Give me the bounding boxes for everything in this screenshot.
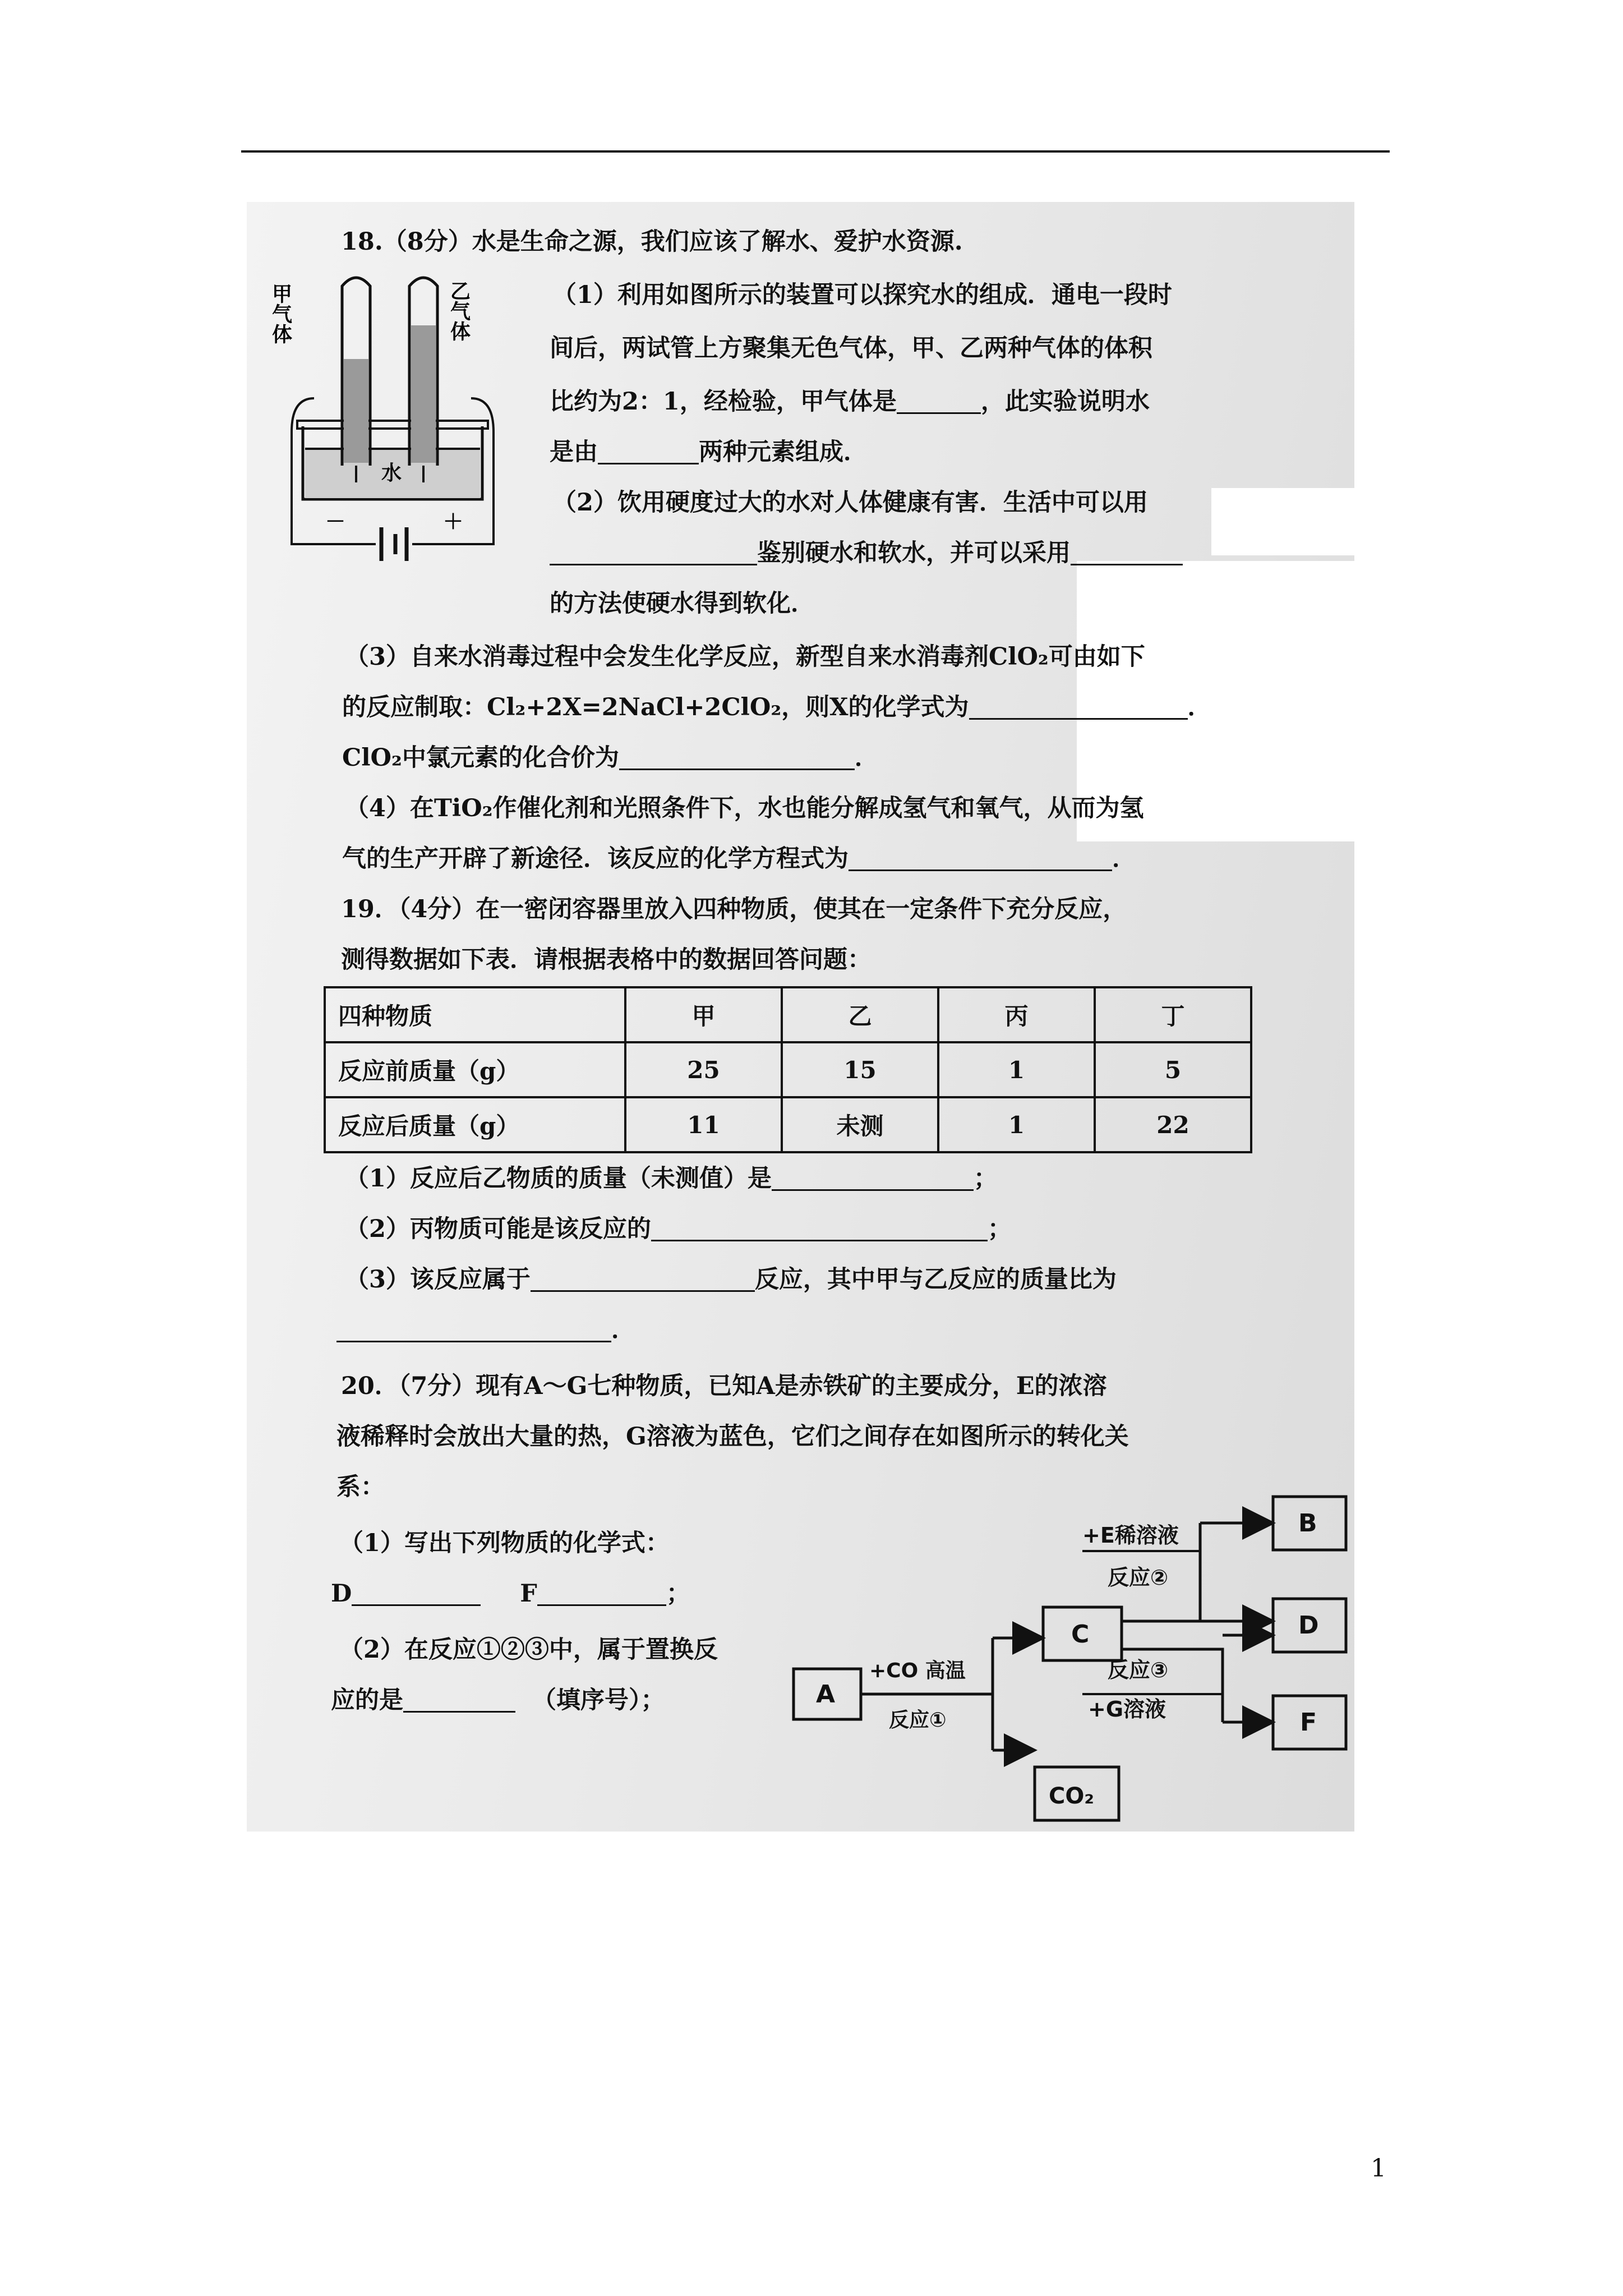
table-header-cell: 丙 (938, 987, 1095, 1042)
q18-p1-line4-a: 是由 (550, 438, 598, 466)
q19-sub1-a: （1）反应后乙物质的质量（未测值）是 (345, 1165, 772, 1193)
q18-p4-line1: （4）在TiO₂作催化剂和光照条件下，水也能分解成氢气和氧气，从而为氢 (345, 794, 1144, 822)
table-cell: 11 (625, 1097, 782, 1152)
q19-sub2-a: （2）丙物质可能是该反应的 (345, 1215, 651, 1243)
table-cell: 1 (938, 1097, 1095, 1152)
scanned-exam-image (247, 202, 1354, 1832)
table-cell: 15 (782, 1042, 938, 1097)
box-a-label: A (816, 1680, 836, 1709)
q19-title-line1: 19．（4分）在一密闭容器里放入四种物质，使其在一定条件下充分反应， (341, 895, 1127, 923)
q20-title-line3: 系： (336, 1473, 385, 1501)
label-reaction-3: 反应③ (1108, 1658, 1169, 1682)
q19-sub3-a: （3）该反应属于 (345, 1266, 531, 1294)
q20-sub1-end: ； (666, 1580, 690, 1608)
label-yi-gas: 乙气体 (447, 280, 471, 341)
q20-d-label: D (331, 1580, 352, 1608)
q18-p3-line3-b: ． (854, 744, 879, 772)
box-b-label: B (1298, 1509, 1317, 1538)
q18-p2-line2-a: 鉴别硬水和软水，并可以采用 (757, 539, 1071, 567)
q18-p2-line1: （2）饮用硬度过大的水对人体健康有害．生活中可以用 (552, 489, 1148, 517)
q20-sub2-line2-b: （填序号）； (532, 1686, 665, 1714)
q18-p1-line3-b: ，此实验说明水 (980, 388, 1150, 416)
q18-p1-line1: （1）利用如图所示的装置可以探究水的组成．通电一段时 (552, 281, 1172, 309)
page-number: 1 (1371, 2154, 1386, 2183)
box-d-label: D (1298, 1611, 1319, 1640)
table-header-cell: 丁 (1095, 987, 1251, 1042)
table-header-cell: 乙 (782, 987, 938, 1042)
label-e-dilute: +E稀溶液 (1082, 1523, 1179, 1548)
q20-f-label: F (520, 1580, 537, 1608)
q20-flow-diagram (247, 202, 1354, 1832)
q18-p2-line3: 的方法使硬水得到软化． (550, 590, 815, 618)
box-f-label: F (1300, 1708, 1317, 1737)
table-cell: 反应前质量（g） (325, 1042, 625, 1097)
q18-p3-line2-a: 的反应制取：Cl₂+2X=2NaCl+2ClO₂，则X的化学式为 (342, 693, 969, 721)
table-header-cell: 甲 (625, 987, 782, 1042)
q18-p4-line2-b: ． (1112, 845, 1136, 873)
q20-sub1: （1）写出下列物质的化学式： (339, 1529, 670, 1557)
box-co2-label: CO₂ (1049, 1783, 1094, 1809)
label-plus: ＋ (443, 510, 464, 533)
table-cell: 1 (938, 1042, 1095, 1097)
q20-title-line1: 20．（7分）现有A～G七种物质，已知A是赤铁矿的主要成分，E的浓溶 (341, 1372, 1107, 1400)
label-jia-gas: 甲气体 (269, 283, 292, 344)
header-rule (241, 150, 1390, 153)
label-g-solution: +G溶液 (1088, 1697, 1166, 1722)
q19-title-line2: 测得数据如下表．请根据表格中的数据回答问题： (341, 946, 872, 974)
q18-p1-line2: 间后，两试管上方聚集无色气体，甲、乙两种气体的体积 (550, 334, 1152, 362)
arrow-split-to-c (993, 1638, 1040, 1750)
box-c-label: C (1071, 1620, 1090, 1649)
table-cell: 5 (1095, 1042, 1251, 1097)
table-cell: 反应后质量（g） (325, 1097, 625, 1152)
label-co-high-temp: +CO 高温 (869, 1659, 966, 1682)
q18-p4-line2-a: 气的生产开辟了新途径．该反应的化学方程式为 (342, 845, 849, 873)
q20-sub2-line2-a: 应的是 (331, 1686, 403, 1714)
label-water: 水 (381, 462, 402, 485)
q18-title: 18.（8分）水是生命之源，我们应该了解水、爱护水资源. (341, 228, 963, 256)
table-cell: 未测 (782, 1097, 938, 1152)
q18-p3-line2-b: ． (1187, 693, 1212, 721)
q19-sub3-b: 反应，其中甲与乙反应的质量比为 (754, 1266, 1117, 1294)
q19-sub2-b: ； (987, 1215, 1012, 1243)
table-cell: 25 (625, 1042, 782, 1097)
label-minus: － (325, 510, 346, 533)
q19-sub3-c: ． (611, 1316, 635, 1344)
q18-p1-line4-b: 两种元素组成． (699, 438, 868, 466)
label-reaction-2: 反应② (1108, 1565, 1169, 1590)
q18-p3-line3-a: ClO₂中氯元素的化合价为 (342, 744, 619, 772)
q20-title-line2: 液稀释时会放出大量的热，G溶液为蓝色，它们之间存在如图所示的转化关 (336, 1423, 1129, 1451)
q18-p1-line3-a: 比约为2：1，经检验，甲气体是 (550, 388, 897, 416)
q19-sub1-b: ； (973, 1165, 998, 1193)
table-header-cell: 四种物质 (325, 987, 625, 1042)
q20-sub2-line1: （2）在反应①②③中，属于置换反 (339, 1636, 718, 1664)
table-cell: 22 (1095, 1097, 1251, 1152)
q18-p3-line1: （3）自来水消毒过程中会发生化学反应，新型自来水消毒剂ClO₂可由如下 (345, 643, 1145, 671)
label-reaction-1: 反应① (889, 1709, 947, 1732)
